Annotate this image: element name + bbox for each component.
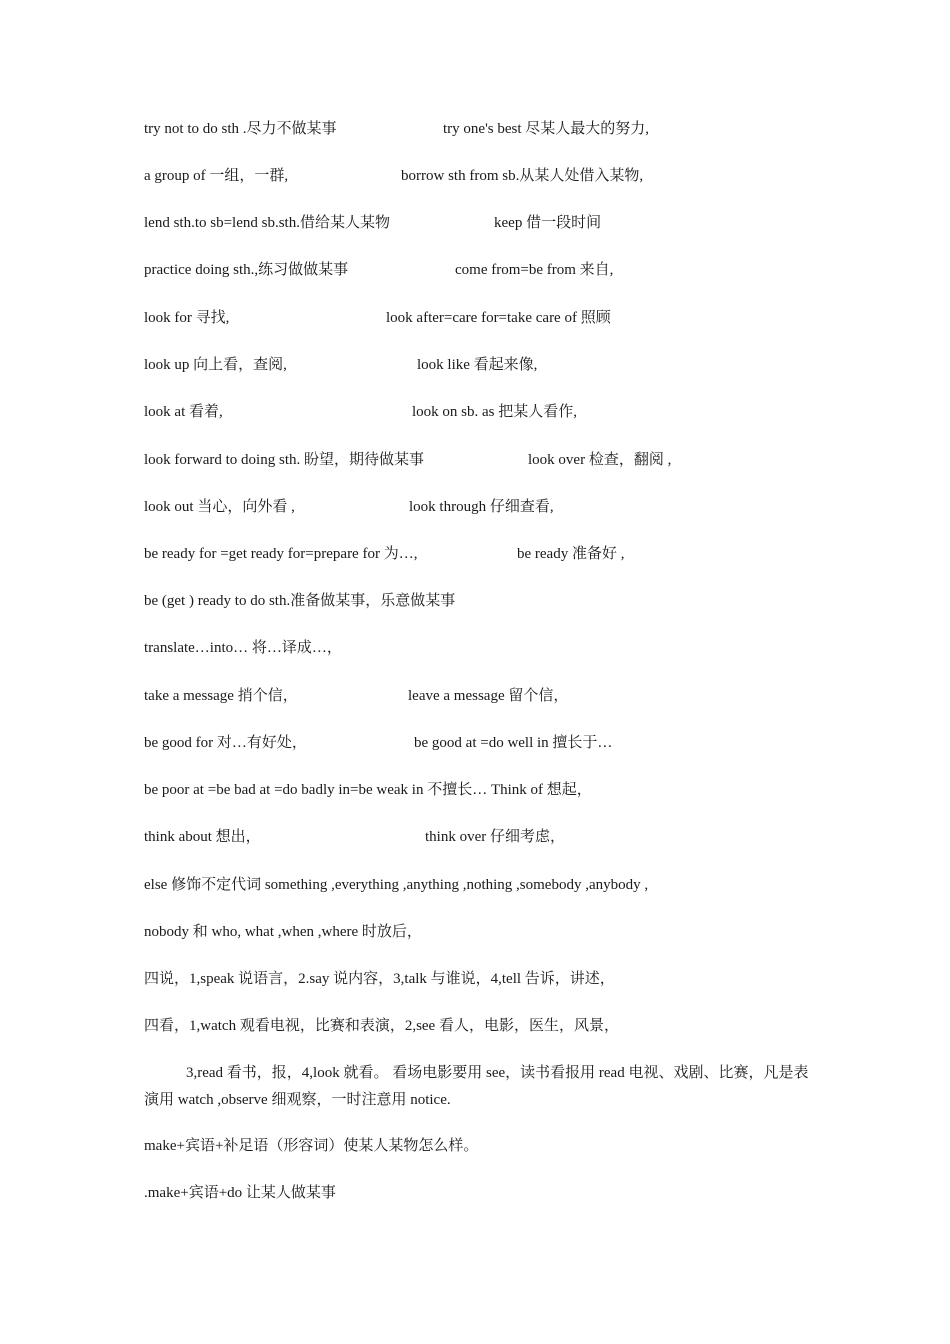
phrase-right: come from=be from 来自, [455, 262, 614, 278]
phrase-left: 四说，1,speak 说语言，2.say 说内容，3,talk 与谁说，4,tell 告诉，讲述， [144, 971, 615, 987]
phrase-left: nobody 和 who, what ,when ,where 时放后， [144, 924, 422, 940]
text-line [144, 260, 614, 280]
text-line [144, 355, 538, 375]
phrase-left: be poor at =be bad at =do badly in=be weak in 不擅长… Think of 想起， [144, 782, 592, 798]
phrase-left: be good for 对…有好处， [144, 735, 307, 751]
text-line [144, 686, 569, 706]
text-line [144, 166, 644, 186]
phrase-left: lend sth.to sb=lend sb.sth.借给某人某物 [144, 215, 390, 231]
text-line [144, 308, 611, 328]
text-line [144, 497, 554, 517]
phrase-left: 四看，1,watch 观看电视，比赛和表演，2,see 看人，电影，医生，风景， [144, 1018, 619, 1034]
phrase-right: leave a message 留个信， [408, 688, 569, 704]
phrase-left: be ready for =get ready for=prepare for 为…, [144, 546, 418, 562]
phrase-left: look for 寻找, [144, 310, 230, 326]
paragraph-text: 3,read 看书，报，4,look 就看。 看场电影要用 see，读书看报用 read 电视、戏剧、比赛，凡是表演用 watch ,observe 细观察，一时注意用 notice. [144, 1065, 809, 1108]
text-line [144, 1183, 336, 1203]
phrase-right: try one's best 尽某人最大的努力, [443, 121, 650, 137]
phrase-right: look through 仔细查看, [409, 499, 554, 515]
phrase-right: borrow sth from sb.从某人处借入某物, [401, 168, 644, 184]
text-line [144, 733, 613, 753]
phrase-right: keep 借一段时间 [494, 215, 602, 231]
text-line [144, 1136, 478, 1156]
text-line [144, 875, 648, 895]
phrase-left: else 修饰不定代词 something ,everything ,anything ,nothing ,somebody ,anybody , [144, 877, 649, 893]
phrase-right: look over 检查，翻阅 , [528, 452, 672, 468]
phrase-right: be good at =do well in 擅长于… [414, 735, 613, 751]
phrase-right: think over 仔细考虑， [425, 829, 565, 845]
text-line [144, 827, 565, 847]
phrase-right: look like 看起来像, [417, 357, 538, 373]
text-line [144, 780, 592, 800]
text-line [144, 402, 578, 422]
phrase-left: try not to do sth .尽力不做某事 [144, 121, 337, 137]
phrase-right: be ready 准备好 , [517, 546, 625, 562]
phrase-left: .make+宾语+do 让某人做某事 [144, 1185, 336, 1201]
text-line [144, 591, 455, 611]
text-line [144, 969, 615, 989]
phrase-left: look at 看着, [144, 404, 223, 420]
phrase-right: look on sb. as 把某人看作, [412, 404, 578, 420]
phrase-left: translate…into… 将…译成…， [144, 640, 342, 656]
text-line [144, 922, 422, 942]
phrase-right: look after=care for=take care of 照顾 [386, 310, 611, 326]
phrase-left: practice doing sth.,练习做做某事 [144, 262, 349, 278]
text-line [144, 638, 342, 658]
text-line [144, 1016, 619, 1036]
text-line [144, 450, 672, 470]
phrase-left: take a message 捎个信， [144, 688, 298, 704]
phrase-left: be (get ) ready to do sth.准备做某事，乐意做某事 [144, 593, 456, 609]
text-line [144, 544, 625, 564]
phrase-left: look forward to doing sth. 盼望，期待做某事 [144, 452, 424, 468]
phrase-left: a group of 一组，一群, [144, 168, 289, 184]
text-line [144, 213, 602, 233]
phrase-left: think about 想出， [144, 829, 261, 845]
phrase-left: look up 向上看，查阅, [144, 357, 287, 373]
phrase-left: look out 当心，向外看 , [144, 499, 295, 515]
text-line [144, 119, 650, 139]
phrase-left: make+宾语+补足语（形容词）使某人某物怎么样。 [144, 1138, 479, 1154]
